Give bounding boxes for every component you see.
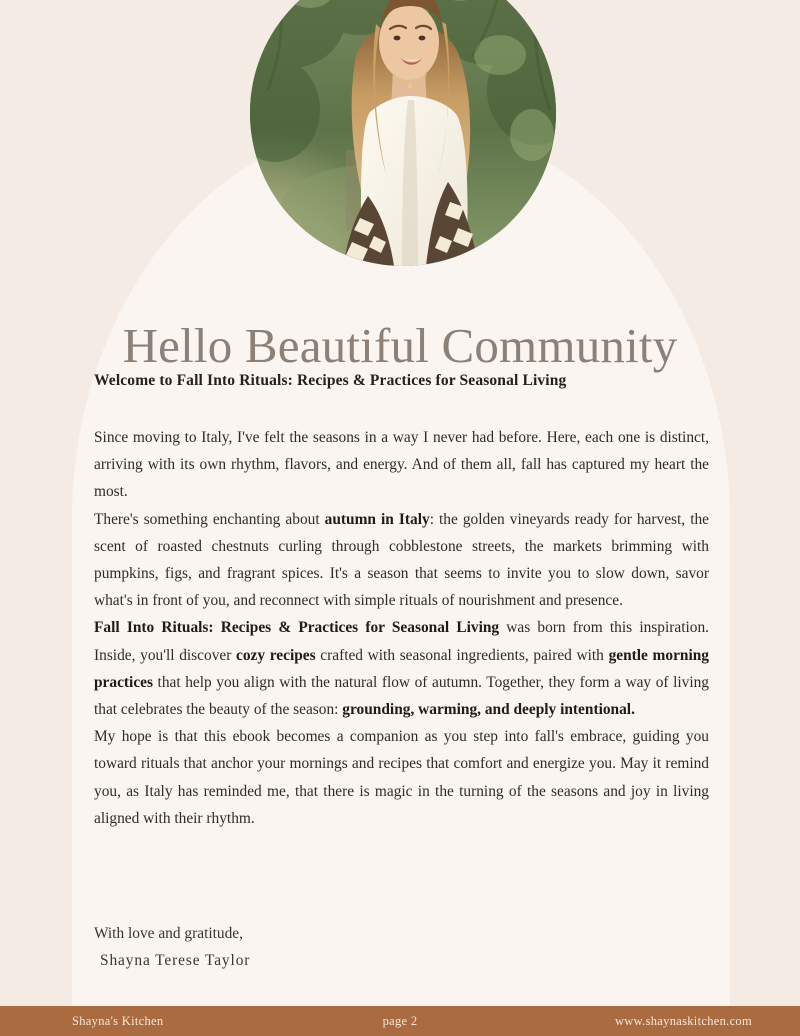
emphasis-text: gentle morning practices	[94, 646, 709, 691]
footer-brand: Shayna's Kitchen	[72, 1013, 164, 1028]
body-text: crafted with seasonal ingredients, paired with	[315, 646, 609, 664]
body-text: There's something enchanting about	[94, 510, 325, 528]
emphasis-text: autumn in Italy	[324, 510, 430, 528]
body-paragraph	[94, 614, 709, 723]
letter-body	[94, 424, 709, 832]
emphasis-text: grounding, warming, and deeply intentional.	[342, 701, 635, 719]
emphasis-text: cozy recipes	[236, 646, 316, 664]
body-paragraph	[94, 424, 709, 506]
body-paragraph	[94, 723, 709, 832]
body-paragraph	[94, 506, 709, 615]
welcome-subheading: Welcome to Fall Into Rituals: Recipes & Practices for Seasonal Living	[94, 372, 567, 389]
page-footer	[0, 1006, 800, 1036]
emphasis-text: Fall Into Rituals: Recipes & Practices for Seasonal Living	[94, 619, 500, 637]
body-text: that help you align with the natural flow of autumn. Together, they form a way of living that celebrates the beauty of the season:	[94, 673, 709, 719]
body-text: was born from this inspiration. Inside, you'll discover	[94, 619, 710, 664]
signoff-block	[94, 920, 709, 974]
signoff-closing: With love and gratitude,	[94, 925, 243, 942]
page-title: Hello Beautiful Community	[122, 317, 678, 373]
footer-page-number: page 2	[382, 1013, 418, 1028]
body-text: Since moving to Italy, I've felt the seasons in a way I never had before. Here, each one is distinct, arriving with its own rhythm, flavors, and energy. And of them all, fall has captured my heart the most.	[94, 429, 709, 501]
signoff-author-name: Shayna Terese Taylor	[100, 952, 251, 969]
body-text: My hope is that this ebook becomes a companion as you step into fall's embrace, guiding you toward rituals that anchor your mornings and recipes that comfort and energize you. May it remind you, as Italy has reminded me, that there is magic in the turning of the seasons and joy in living aligned with their rhythm.	[94, 728, 709, 827]
body-text: : the golden vineyards ready for harvest, the scent of roasted chestnuts curling through cobblestone streets, the markets brimming with pumpkins, figs, and fragrant spices. It's a season that seems to invite you to slow down, savor what's in front of you, and reconnect with simple rituals of nourishment and presence.	[94, 510, 709, 610]
footer-website-link[interactable]: www.shaynaskitchen.com	[614, 1013, 752, 1028]
